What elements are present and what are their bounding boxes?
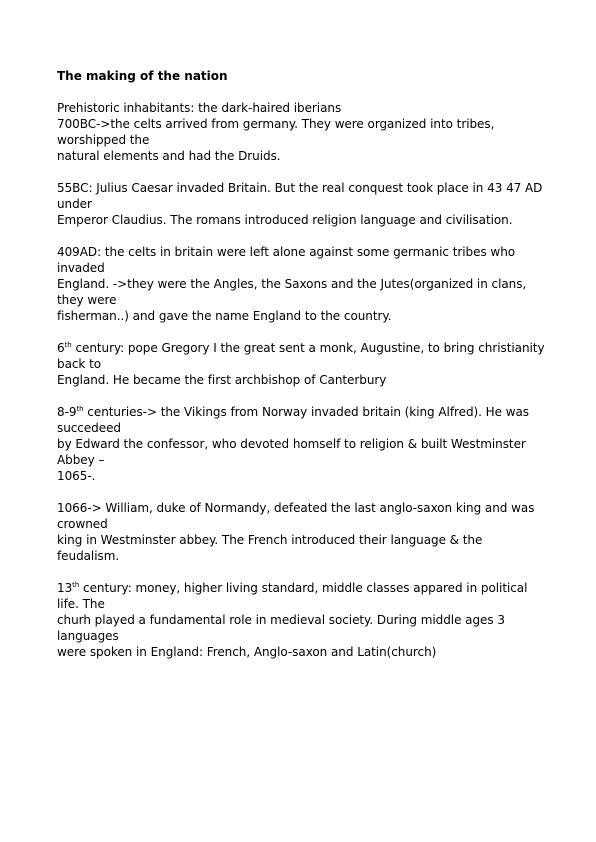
paragraph-thirteenth-century (57, 580, 547, 660)
paragraph-norman-conquest (57, 500, 547, 564)
text-fragment: century: money, higher living standard, middle classes appared in political life. The (57, 581, 528, 611)
text-line: by Edward the confessor, who devoted homself to religion & built Westminster Abbey – (57, 437, 526, 467)
document-title: The making of the nation (57, 69, 228, 83)
text-line: 55BC: Julius Caesar invaded Britain. But the real conquest took place in 43 47 AD under (57, 181, 543, 211)
text-line: king in Westminster abbey. The French introduced their language & the feudalism. (57, 533, 483, 563)
text-fragment: 6 (57, 341, 65, 355)
text-fragment: centuries-> the Vikings from Norway invaded britain (king Alfred). He was succedeed (57, 405, 530, 435)
text-line: Prehistoric inhabitants: the dark-haired iberians (57, 101, 342, 115)
paragraph-roman-conquest (57, 180, 547, 228)
text-line: churh played a fundamental role in medieval society. During middle ages 3 languages (57, 613, 505, 643)
text-fragment: 13 (57, 581, 73, 595)
text-line: 409AD: the celts in britain were left alone against some germanic tribes who invaded (57, 245, 516, 275)
paragraph-germanic-tribes (57, 244, 547, 324)
text-line: natural elements and had the Druids. (57, 149, 281, 163)
text-line: Emperor Claudius. The romans introduced religion language and civilisation. (57, 213, 513, 227)
paragraph-christianity (57, 340, 547, 388)
paragraph-prehistoric (57, 100, 547, 164)
text-line: 1066-> William, duke of Normandy, defeated the last anglo-saxon king and was crowned (57, 501, 535, 531)
ordinal-superscript: th (72, 581, 80, 589)
text-line: fisherman..) and gave the name England to the country. (57, 309, 392, 323)
ordinal-superscript: th (76, 405, 84, 413)
text-fragment: century: pope Gregory I the great sent a monk, Augustine, to bring christianity back to (57, 341, 545, 371)
text-line (57, 340, 547, 372)
text-line: were spoken in England: French, Anglo-saxon and Latin(church) (57, 645, 437, 659)
text-line: England. He became the first archbishop of Canterbury (57, 373, 387, 387)
text-line: England. ->they were the Angles, the Saxons and the Jutes(organized in clans, they were (57, 277, 527, 307)
text-line: 700BC->the celts arrived from germany. They were organized into tribes, worshipped the (57, 117, 495, 147)
text-line (57, 404, 547, 436)
text-line (57, 580, 547, 612)
text-fragment: 8-9 (57, 405, 77, 419)
paragraph-vikings (57, 404, 547, 484)
document-page (57, 68, 547, 676)
text-line: 1065-. (57, 469, 96, 483)
ordinal-superscript: th (64, 341, 72, 349)
